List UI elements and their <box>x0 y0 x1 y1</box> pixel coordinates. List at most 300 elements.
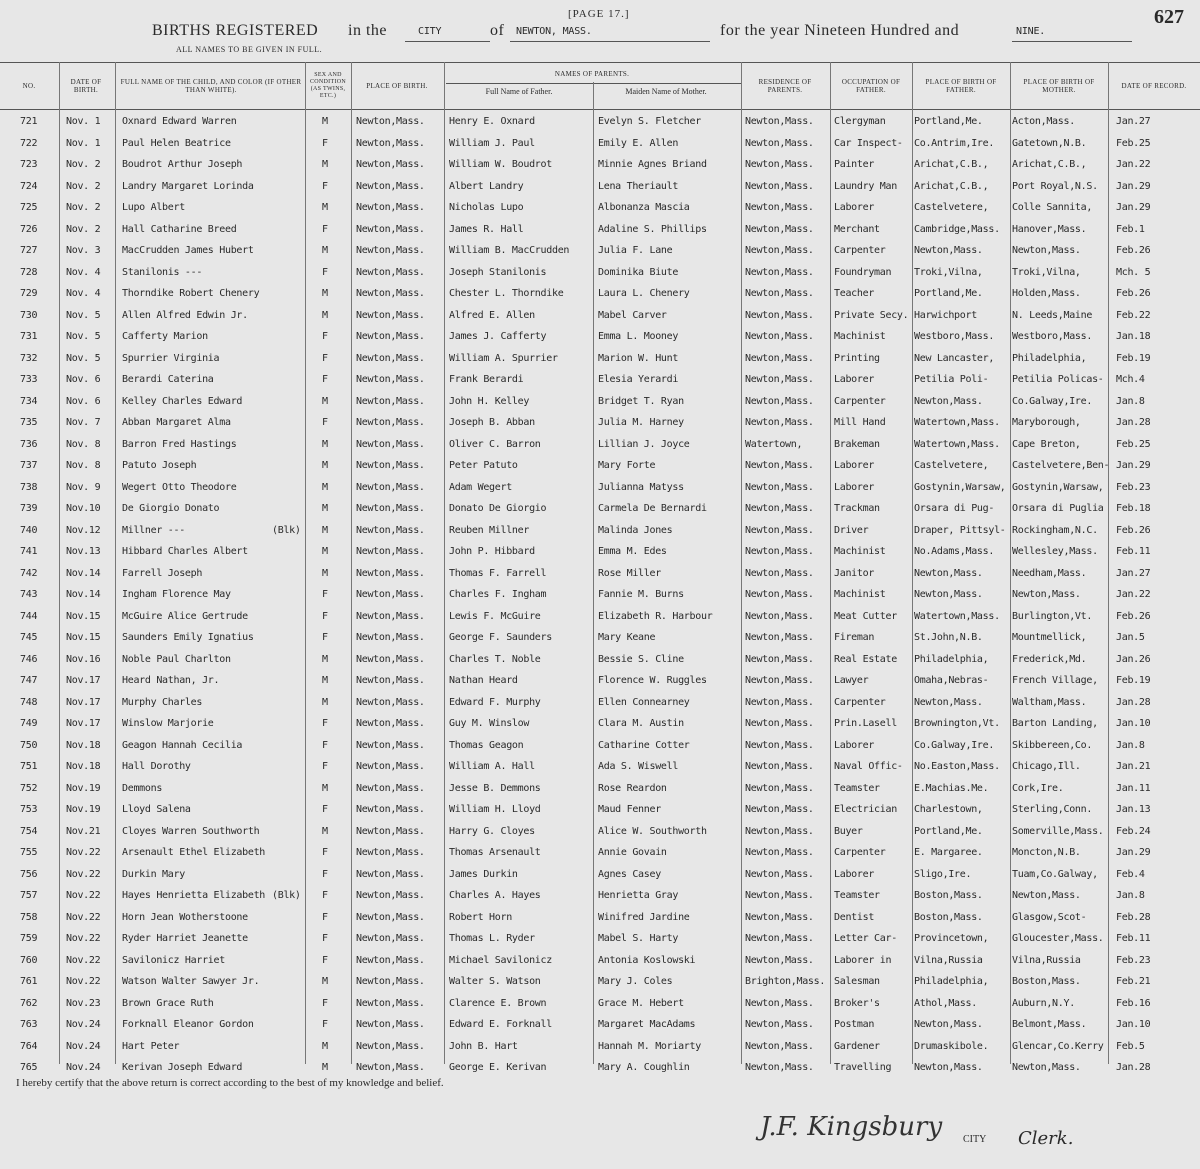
row-date-of-birth: Nov. 3 <box>66 245 101 256</box>
row-date-of-record: Jan.29 <box>1116 460 1151 471</box>
row-number: 734 <box>20 395 38 407</box>
row-sex: M <box>322 309 328 321</box>
row-place-of-birth: Newton,Mass. <box>356 911 425 923</box>
row-mother-name: Bridget T. Ryan <box>598 395 684 407</box>
row-place-of-birth: Newton,Mass. <box>356 245 425 256</box>
table-row <box>0 327 1200 349</box>
row-date-of-record: Jan.11 <box>1116 782 1151 794</box>
row-place-of-birth: Newton,Mass. <box>356 610 425 622</box>
row-date-of-record: Jan.26 <box>1116 653 1151 665</box>
row-mother-name: Julianna Matyss <box>598 481 684 493</box>
row-number: 728 <box>20 266 38 278</box>
row-date-of-birth: Nov.15 <box>66 632 101 643</box>
row-date-of-birth: Nov.22 <box>66 890 101 901</box>
title-underline-2 <box>510 41 710 42</box>
row-child-name: Hall Catharine Breed <box>122 223 237 235</box>
row-mother-birthplace: Skibbereen,Co. <box>1012 739 1093 751</box>
row-occupation: Painter <box>834 159 875 170</box>
row-occupation: Travelling <box>834 1062 892 1073</box>
row-father-name: William H. Lloyd <box>449 804 541 815</box>
row-date-of-record: Feb.19 <box>1116 352 1151 364</box>
row-residence: Newton,Mass. <box>745 331 814 342</box>
row-child-name: Kelley Charles Edward <box>122 395 243 407</box>
row-sex: F <box>322 868 328 880</box>
row-number: 736 <box>20 438 38 450</box>
row-number: 738 <box>20 481 38 493</box>
row-mother-birthplace: Frederick,Md. <box>1012 653 1087 665</box>
row-child-name: Abban Margaret Alma <box>122 417 231 428</box>
parents-divider <box>446 83 742 84</box>
row-sex: F <box>322 266 328 278</box>
row-place-of-birth: Newton,Mass. <box>356 116 425 127</box>
row-father-birthplace: Gostynin,Warsaw, <box>914 481 1006 493</box>
row-mother-birthplace: Tuam,Co.Galway, <box>1012 868 1098 880</box>
row-date-of-birth: Nov.19 <box>66 804 101 815</box>
row-residence: Newton,Mass. <box>745 374 814 385</box>
row-mother-birthplace: Glencar,Co.Kerry <box>1012 1040 1104 1052</box>
row-occupation: Trackman <box>834 503 880 514</box>
row-mother-name: Mabel S. Harty <box>598 933 679 944</box>
row-child-name: Kerivan Joseph Edward <box>122 1062 243 1073</box>
row-date-of-birth: Nov.17 <box>66 696 101 708</box>
row-father-name: George F. Saunders <box>449 632 552 643</box>
row-child-name: MacCrudden James Hubert <box>122 245 254 256</box>
row-residence: Newton,Mass. <box>745 1062 814 1073</box>
row-father-birthplace: Co.Antrim,Ire. <box>914 137 995 149</box>
row-mother-birthplace: Petilia Policas- <box>1012 374 1104 385</box>
row-date-of-record: Feb.5 <box>1116 1040 1145 1052</box>
row-number: 747 <box>20 675 38 686</box>
row-date-of-record: Jan.27 <box>1116 567 1151 579</box>
row-date-of-birth: Nov.21 <box>66 825 101 837</box>
row-child-name: Hibbard Charles Albert <box>122 546 248 557</box>
row-mother-birthplace: Waltham,Mass. <box>1012 696 1087 708</box>
row-father-name: Donato De Giorgio <box>449 503 547 514</box>
row-father-name: Thomas F. Farrell <box>449 567 547 579</box>
table-row <box>0 671 1200 693</box>
row-residence: Newton,Mass. <box>745 868 814 880</box>
row-mother-birthplace: Westboro,Mass. <box>1012 331 1093 342</box>
row-date-of-birth: Nov.22 <box>66 933 101 944</box>
row-date-of-birth: Nov. 2 <box>66 223 101 235</box>
row-child-name: Boudrot Arthur Joseph <box>122 159 243 170</box>
row-residence: Newton,Mass. <box>745 847 814 858</box>
row-mother-name: Malinda Jones <box>598 524 673 536</box>
row-date-of-birth: Nov.22 <box>66 976 101 987</box>
row-child-name: Heard Nathan, Jr. <box>122 675 220 686</box>
row-number: 733 <box>20 374 38 385</box>
table-row <box>0 198 1200 220</box>
row-father-name: Charles T. Noble <box>449 653 541 665</box>
row-mother-birthplace: Newton,Mass. <box>1012 245 1081 256</box>
row-residence: Newton,Mass. <box>745 460 814 471</box>
row-sex: M <box>322 245 328 256</box>
row-sex: F <box>322 589 328 600</box>
row-place-of-birth: Newton,Mass. <box>356 460 425 471</box>
row-father-name: Jesse B. Demmons <box>449 782 541 794</box>
row-mother-name: Emily E. Allen <box>598 137 679 149</box>
row-sex: F <box>322 374 328 385</box>
page-number: 627 <box>1154 6 1184 28</box>
table-row <box>0 499 1200 521</box>
row-mother-name: Annie Govain <box>598 847 667 858</box>
row-mother-name: Mary Forte <box>598 460 656 471</box>
row-mother-birthplace: Orsara di Puglia <box>1012 503 1104 514</box>
row-occupation: Dentist <box>834 911 875 923</box>
col-father-name: Full Name of Father. <box>485 87 553 96</box>
row-number: 743 <box>20 589 38 600</box>
table-row <box>0 134 1200 156</box>
row-mother-name: Emma L. Mooney <box>598 331 679 342</box>
row-occupation: Clergyman <box>834 116 886 127</box>
row-date-of-birth: Nov.14 <box>66 589 101 600</box>
row-sex: F <box>322 804 328 815</box>
row-sex: M <box>322 546 328 557</box>
row-date-of-record: Feb.4 <box>1116 868 1145 880</box>
table-row <box>0 607 1200 629</box>
table-row <box>0 564 1200 586</box>
row-residence: Newton,Mass. <box>745 954 814 966</box>
row-child-name: Murphy Charles <box>122 696 203 708</box>
row-place-of-birth: Newton,Mass. <box>356 546 425 557</box>
row-mother-name: Albonanza Mascia <box>598 202 690 213</box>
row-mother-name: Winifred Jardine <box>598 911 690 923</box>
row-sex: M <box>322 288 328 299</box>
row-father-name: Albert Landry <box>449 180 524 192</box>
row-mother-name: Antonia Koslowski <box>598 954 696 966</box>
table-row <box>0 263 1200 285</box>
table-row <box>0 542 1200 564</box>
row-residence: Newton,Mass. <box>745 1040 814 1052</box>
row-number: 727 <box>20 245 38 256</box>
row-child-name: Ryder Harriet Jeanette <box>122 933 248 944</box>
row-father-birthplace: Brownington,Vt. <box>914 718 1000 729</box>
row-mother-birthplace: Port Royal,N.S. <box>1012 180 1098 192</box>
row-number: 754 <box>20 825 38 837</box>
row-place-of-birth: Newton,Mass. <box>356 223 425 235</box>
row-residence: Newton,Mass. <box>745 782 814 794</box>
row-residence: Watertown, <box>745 438 803 450</box>
row-residence: Newton,Mass. <box>745 503 814 514</box>
row-date-of-record: Mch. 5 <box>1116 266 1151 278</box>
row-occupation: Teamster <box>834 890 880 901</box>
row-father-name: Henry E. Oxnard <box>449 116 535 127</box>
row-residence: Newton,Mass. <box>745 739 814 751</box>
row-sex: M <box>322 782 328 794</box>
table-row <box>0 1037 1200 1059</box>
row-father-birthplace: Watertown,Mass. <box>914 438 1000 450</box>
row-date-of-record: Feb.25 <box>1116 438 1151 450</box>
col-parents: NAMES OF PARENTS. <box>554 70 630 78</box>
row-date-of-birth: Nov.13 <box>66 546 101 557</box>
title-city-name: NEWTON, MASS. <box>516 26 592 37</box>
row-date-of-birth: Nov.14 <box>66 567 101 579</box>
row-mother-birthplace: Somerville,Mass. <box>1012 825 1104 837</box>
row-father-birthplace: Charlestown, <box>914 804 983 815</box>
row-residence: Newton,Mass. <box>745 696 814 708</box>
row-child-name: Horn Jean Wotherstoone <box>122 911 248 923</box>
row-father-name: Reuben Millner <box>449 524 530 536</box>
row-occupation: Mill Hand <box>834 417 886 428</box>
certification-text: I hereby certify that the above return is correct according to the best of my knowledge and belief. <box>16 1077 444 1089</box>
row-residence: Newton,Mass. <box>745 589 814 600</box>
table-row <box>0 972 1200 994</box>
row-father-name: Robert Horn <box>449 911 512 923</box>
row-place-of-birth: Newton,Mass. <box>356 954 425 966</box>
row-number: 726 <box>20 223 38 235</box>
row-mother-birthplace: Cape Breton, <box>1012 438 1081 450</box>
row-place-of-birth: Newton,Mass. <box>356 718 425 729</box>
row-number: 735 <box>20 417 38 428</box>
row-mother-birthplace: Gostynin,Warsaw, <box>1012 481 1104 493</box>
row-date-of-record: Jan.13 <box>1116 804 1151 815</box>
row-place-of-birth: Newton,Mass. <box>356 675 425 686</box>
row-residence: Newton,Mass. <box>745 653 814 665</box>
row-place-of-birth: Newton,Mass. <box>356 309 425 321</box>
row-place-of-birth: Newton,Mass. <box>356 266 425 278</box>
row-occupation: Naval Offic- <box>834 761 903 772</box>
row-date-of-birth: Nov.18 <box>66 761 101 772</box>
row-occupation: Buyer <box>834 825 863 837</box>
row-mother-name: Dominika Biute <box>598 266 679 278</box>
row-residence: Newton,Mass. <box>745 202 814 213</box>
row-residence: Newton,Mass. <box>745 309 814 321</box>
row-occupation: Fireman <box>834 632 875 643</box>
row-mother-name: Rose Reardon <box>598 782 667 794</box>
row-father-birthplace: Sligo,Ire. <box>914 868 972 880</box>
title-year-word: NINE. <box>1016 26 1046 37</box>
row-occupation: Merchant <box>834 223 880 235</box>
row-father-birthplace: Omaha,Nebras- <box>914 675 989 686</box>
row-mother-name: Maud Fenner <box>598 804 661 815</box>
row-number: 762 <box>20 997 38 1009</box>
row-father-birthplace: Newton,Mass. <box>914 1019 983 1030</box>
row-date-of-birth: Nov. 8 <box>66 438 101 450</box>
row-father-name: Joseph Stanilonis <box>449 266 547 278</box>
row-number: 761 <box>20 976 38 987</box>
row-mother-name: Adaline S. Phillips <box>598 223 707 235</box>
row-place-of-birth: Newton,Mass. <box>356 137 425 149</box>
row-residence: Newton,Mass. <box>745 180 814 192</box>
table-row <box>0 435 1200 457</box>
row-father-birthplace: Watertown,Mass. <box>914 610 1000 622</box>
row-father-birthplace: Draper, Pittsyl- <box>914 524 1006 536</box>
row-child-name: Forknall Eleanor Gordon <box>122 1019 254 1030</box>
row-mother-birthplace: Burlington,Vt. <box>1012 610 1093 622</box>
col-date-of-birth: DATE OF BIRTH. <box>70 78 102 94</box>
row-mother-name: Elesia Yerardi <box>598 374 679 385</box>
row-occupation: Carpenter <box>834 696 886 708</box>
row-father-name: John B. Hart <box>449 1040 518 1052</box>
row-residence: Newton,Mass. <box>745 933 814 944</box>
row-residence: Newton,Mass. <box>745 159 814 170</box>
row-father-name: William J. Paul <box>449 137 535 149</box>
row-number: 750 <box>20 739 38 751</box>
row-occupation: Broker's <box>834 997 880 1009</box>
row-date-of-record: Jan.22 <box>1116 589 1151 600</box>
row-place-of-birth: Newton,Mass. <box>356 438 425 450</box>
row-mother-birthplace: Barton Landing, <box>1012 718 1098 729</box>
title-of: of <box>490 22 505 39</box>
row-number: 741 <box>20 546 38 557</box>
row-residence: Newton,Mass. <box>745 804 814 815</box>
row-sex: M <box>322 395 328 407</box>
row-sex: F <box>322 223 328 235</box>
row-residence: Newton,Mass. <box>745 997 814 1009</box>
row-place-of-birth: Newton,Mass. <box>356 825 425 837</box>
row-father-birthplace: Provincetown, <box>914 933 989 944</box>
row-mother-name: Florence W. Ruggles <box>598 675 707 686</box>
row-sex: M <box>322 653 328 665</box>
row-mother-birthplace: Acton,Mass. <box>1012 116 1075 127</box>
row-father-name: Alfred E. Allen <box>449 309 535 321</box>
row-father-name: Edward E. Forknall <box>449 1019 552 1030</box>
row-father-birthplace: Troki,Vilna, <box>914 266 983 278</box>
row-date-of-record: Feb.21 <box>1116 976 1151 987</box>
row-residence: Newton,Mass. <box>745 395 814 407</box>
row-number: 751 <box>20 761 38 772</box>
table-row <box>0 456 1200 478</box>
row-father-name: Thomas Arsenault <box>449 847 541 858</box>
row-mother-birthplace: Auburn,N.Y. <box>1012 997 1075 1009</box>
row-occupation: Electrician <box>834 804 897 815</box>
row-father-birthplace: Portland,Me. <box>914 288 983 299</box>
row-mother-birthplace: Newton,Mass. <box>1012 1062 1081 1073</box>
row-occupation: Carpenter <box>834 245 886 256</box>
row-sex: M <box>322 438 328 450</box>
table-row <box>0 779 1200 801</box>
row-child-name: Allen Alfred Edwin Jr. <box>122 309 248 321</box>
row-sex: F <box>322 761 328 772</box>
table-row <box>0 585 1200 607</box>
row-sex: M <box>322 675 328 686</box>
row-sex: M <box>322 524 328 536</box>
row-date-of-record: Feb.22 <box>1116 309 1151 321</box>
row-mother-birthplace: Boston,Mass. <box>1012 976 1081 987</box>
row-date-of-record: Feb.28 <box>1116 911 1151 923</box>
row-sex: M <box>322 503 328 514</box>
row-father-name: Walter S. Watson <box>449 976 541 987</box>
row-sex: F <box>322 331 328 342</box>
row-father-name: Peter Patuto <box>449 460 518 471</box>
table-row <box>0 413 1200 435</box>
row-residence: Newton,Mass. <box>745 546 814 557</box>
row-date-of-birth: Nov.23 <box>66 997 101 1009</box>
row-date-of-birth: Nov.24 <box>66 1062 101 1073</box>
row-number: 731 <box>20 331 38 342</box>
row-residence: Newton,Mass. <box>745 718 814 729</box>
row-date-of-birth: Nov.24 <box>66 1040 101 1052</box>
row-child-name: Landry Margaret Lorinda <box>122 180 254 192</box>
table-row <box>0 929 1200 951</box>
row-place-of-birth: Newton,Mass. <box>356 374 425 385</box>
row-father-birthplace: Newton,Mass. <box>914 589 983 600</box>
row-mother-birthplace: Rockingham,N.C. <box>1012 524 1098 536</box>
row-mother-birthplace: Cork,Ire. <box>1012 782 1064 794</box>
col-date-of-record: DATE OF RECORD. <box>1121 82 1187 90</box>
row-occupation: Private Secy. <box>834 309 909 321</box>
row-date-of-birth: Nov.17 <box>66 675 101 686</box>
row-occupation: Laborer <box>834 868 875 880</box>
row-place-of-birth: Newton,Mass. <box>356 180 425 192</box>
row-mother-name: Marion W. Hunt <box>598 352 679 364</box>
row-date-of-birth: Nov. 6 <box>66 395 101 407</box>
row-father-name: Harry G. Cloyes <box>449 825 535 837</box>
row-father-birthplace: Newton,Mass. <box>914 567 983 579</box>
row-mother-name: Margaret MacAdams <box>598 1019 696 1030</box>
row-sex: M <box>322 1062 328 1073</box>
col-residence: RESIDENCE OF PARENTS. <box>758 78 812 94</box>
row-mother-birthplace: Chicago,Ill. <box>1012 761 1081 772</box>
table-row <box>0 220 1200 242</box>
row-occupation: Car Inspect- <box>834 137 903 149</box>
row-place-of-birth: Newton,Mass. <box>356 331 425 342</box>
table-row <box>0 392 1200 414</box>
row-father-birthplace: Newton,Mass. <box>914 1062 983 1073</box>
row-occupation: Machinist <box>834 589 886 600</box>
row-father-name: Frank Berardi <box>449 374 524 385</box>
row-sex: M <box>322 976 328 987</box>
table-row <box>0 865 1200 887</box>
row-place-of-birth: Newton,Mass. <box>356 159 425 170</box>
row-number: 739 <box>20 503 38 514</box>
row-number: 723 <box>20 159 38 170</box>
row-child-name: McGuire Alice Gertrude <box>122 610 248 622</box>
row-child-name: Farrell Joseph <box>122 567 203 579</box>
row-place-of-birth: Newton,Mass. <box>356 976 425 987</box>
row-date-of-record: Feb.11 <box>1116 933 1151 944</box>
row-place-of-birth: Newton,Mass. <box>356 288 425 299</box>
row-father-birthplace: Newton,Mass. <box>914 696 983 708</box>
row-mother-name: Rose Miller <box>598 567 661 579</box>
row-number: 755 <box>20 847 38 858</box>
row-mother-name: Lena Theriault <box>598 180 679 192</box>
row-date-of-record: Jan.21 <box>1116 761 1151 772</box>
row-father-name: George E. Kerivan <box>449 1062 547 1073</box>
row-residence: Newton,Mass. <box>745 223 814 235</box>
row-father-name: Joseph B. Abban <box>449 417 535 428</box>
table-row <box>0 370 1200 392</box>
row-child-name: Wegert Otto Theodore <box>122 481 237 493</box>
row-father-birthplace: Boston,Mass. <box>914 911 983 923</box>
row-residence: Newton,Mass. <box>745 911 814 923</box>
row-date-of-record: Feb.26 <box>1116 524 1151 536</box>
row-place-of-birth: Newton,Mass. <box>356 503 425 514</box>
table-row <box>0 241 1200 263</box>
row-residence: Newton,Mass. <box>745 137 814 149</box>
row-mother-name: Elizabeth R. Harbour <box>598 610 713 622</box>
row-mother-name: Mary Keane <box>598 632 656 643</box>
row-number: 763 <box>20 1019 38 1030</box>
table-row <box>0 521 1200 543</box>
col-no: NO. <box>22 82 36 90</box>
row-father-name: Oliver C. Barron <box>449 438 541 450</box>
row-place-of-birth: Newton,Mass. <box>356 632 425 643</box>
row-number: 756 <box>20 868 38 880</box>
row-occupation: Laborer <box>834 481 875 493</box>
row-date-of-birth: Nov. 8 <box>66 460 101 471</box>
row-date-of-record: Feb.26 <box>1116 245 1151 256</box>
row-child-name: Winslow Marjorie <box>122 718 214 729</box>
row-child-name: Stanilonis --- <box>122 266 203 278</box>
row-place-of-birth: Newton,Mass. <box>356 933 425 944</box>
title-births: BIRTHS REGISTERED <box>152 22 319 39</box>
row-father-name: Charles F. Ingham <box>449 589 547 600</box>
row-number: 758 <box>20 911 38 923</box>
row-residence: Newton,Mass. <box>745 481 814 493</box>
row-father-birthplace: Philadelphia, <box>914 976 989 987</box>
row-father-name: Charles A. Hayes <box>449 890 541 901</box>
